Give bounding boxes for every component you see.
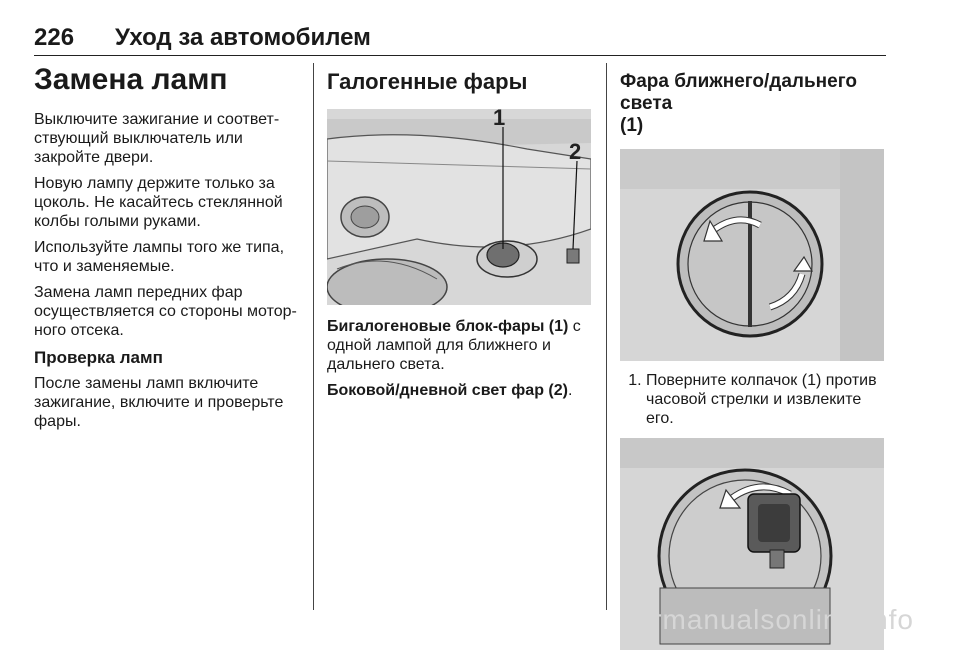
watermark-text: carmanualsonline.info [620, 604, 914, 635]
caption-side-light [327, 381, 595, 400]
headlamp-illustration [327, 109, 591, 305]
section-title-low-high-beam: Фара ближнего/дальнего света (1) [620, 71, 857, 136]
cap-figure [620, 149, 884, 361]
paragraph-bulb-type: Используйте лампы того же типа, что и заменяемые. [34, 239, 285, 275]
callout-1: 1 [493, 109, 506, 130]
section-title: Замена ламп [34, 63, 228, 96]
caption-side-light-bold: Боковой/дневной свет фар (2) [327, 382, 568, 399]
section-title-halogen: Галогенные фары [327, 69, 528, 94]
caption-bi-halogen-text: с одной лампой для ближнего и дальнего света. [327, 318, 581, 373]
header-rule [34, 55, 886, 56]
column-1 [34, 63, 304, 438]
chapter-title: Уход за автомобилем [115, 24, 371, 51]
paragraph-bulb-handling: Новую лампу держите только за цоколь. Не касайтесь стеклянной колбы голыми руками. [34, 175, 283, 230]
callout-2: 2 [569, 139, 582, 164]
subheading-check-lamps: Проверка ламп [34, 348, 163, 367]
column-2 [327, 63, 595, 407]
caption-bi-halogen [327, 317, 595, 374]
paragraph-ignition: Выключите зажигание и соответ- ствующий выключатель или закройте двери. [34, 111, 280, 166]
caption-side-light-text: . [567, 382, 573, 399]
caption-bi-halogen-bold: Бигалогеновые блок-фары (1) [327, 318, 569, 335]
steps-list [620, 371, 888, 428]
page-number: 226 [34, 24, 75, 51]
column-3 [620, 63, 888, 650]
column-divider-1 [313, 63, 314, 610]
paragraph-check-lamps: После замены ламп включите зажигание, включите и проверьте фары. [34, 375, 284, 430]
headlamp-figure [327, 109, 591, 305]
column-divider-2 [606, 63, 607, 610]
paragraph-engine-bay: Замена ламп передних фар осуществляется со стороны мотор- ного отсека. [34, 284, 297, 339]
step-1: 1. Поверните колпачок (1) против часовой стрелки и извлеките его. [646, 371, 888, 428]
cap-illustration [620, 149, 884, 361]
